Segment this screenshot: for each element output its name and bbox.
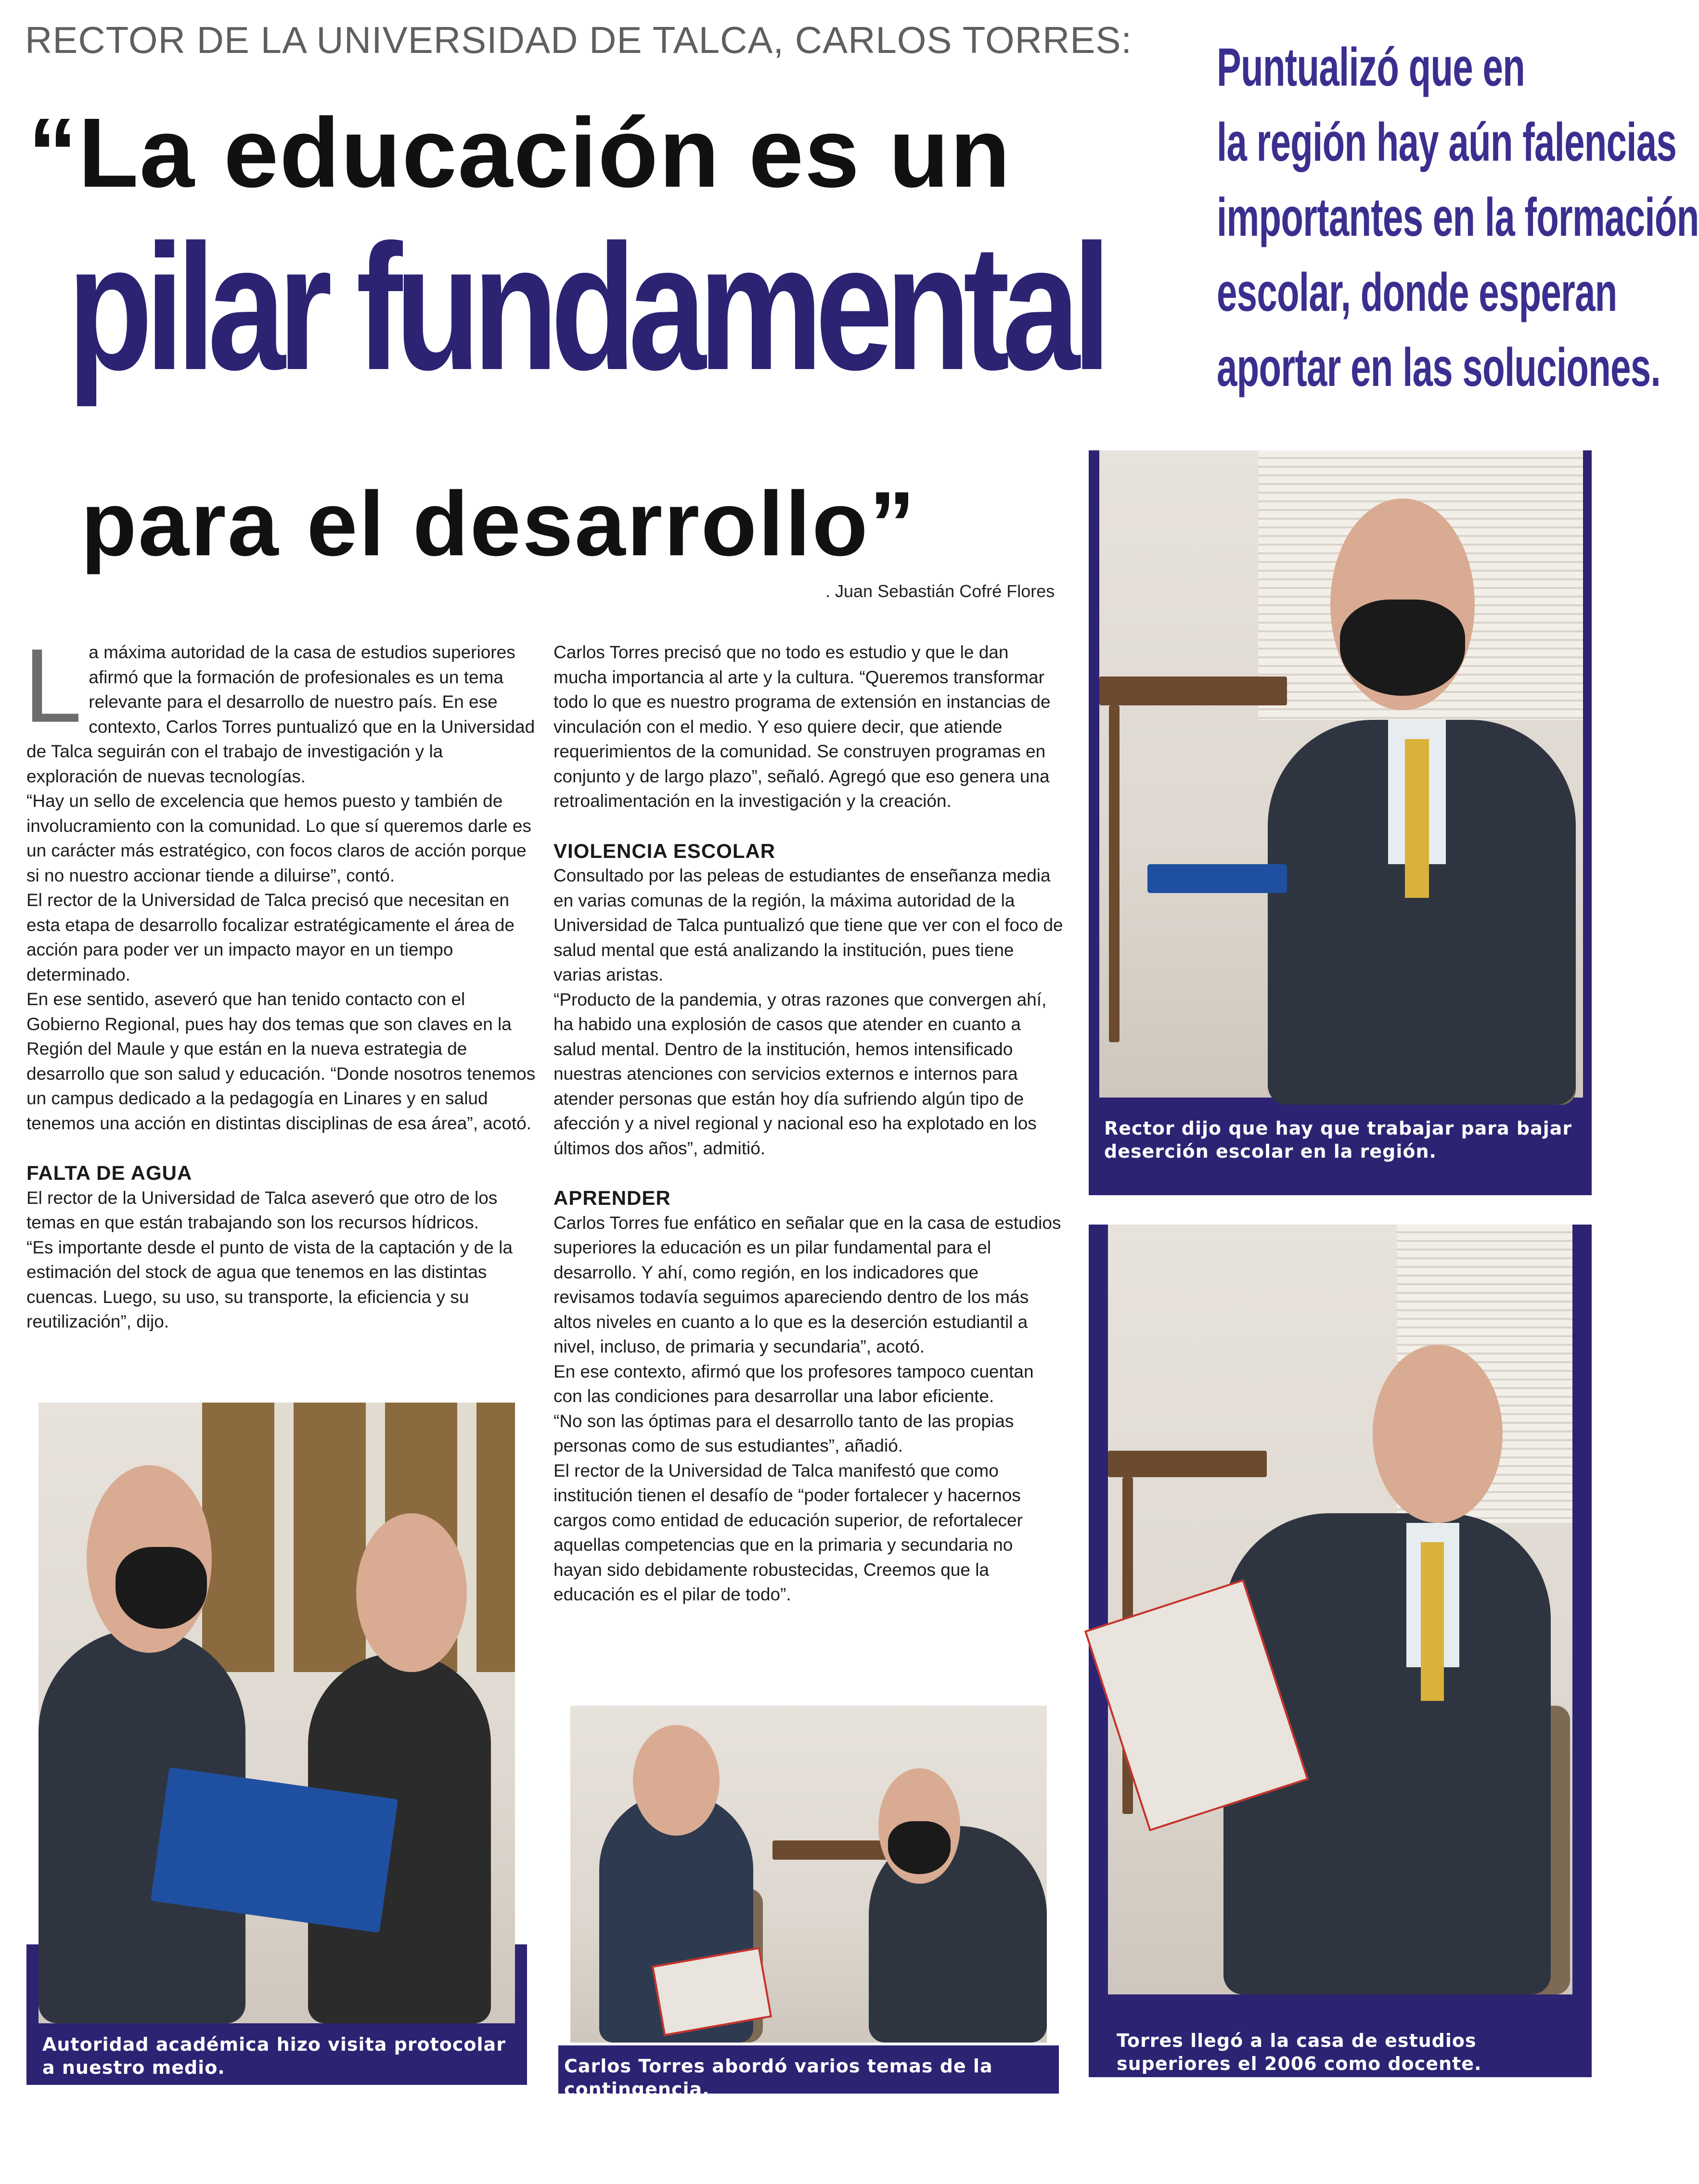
paragraph: En ese sentido, aseveró que han tenido contacto con el Gobierno Regional, pues hay dos temas que son claves en la Región del Maule y que están en la nueva estrategia de desarrollo que son salud y educación. “Donde nosotros tenemos un campus dedicado a la pedagogía en Linares y en salud tenemos una acción en distintas disciplinas de esa área”, acotó.	[26, 989, 536, 1133]
photo-caption: Carlos Torres abordó varios temas de la contingencia.	[564, 2056, 993, 2100]
deck-line: aportar en las soluciones.	[1217, 337, 1660, 397]
section-kicker: RECTOR DE LA UNIVERSIDAD DE TALCA, CARLOS TORRES:	[25, 19, 1133, 61]
photo-caption: Autoridad académica hizo visita protocolar a nuestro medio.	[42, 2034, 506, 2078]
deck-line: Puntualizó que en	[1217, 37, 1525, 97]
drop-cap: L	[24, 627, 82, 744]
photo-rector-newspaper	[1108, 1225, 1572, 1994]
headline-line-3: para el desarrollo”	[81, 473, 917, 575]
photo-visit	[39, 1403, 515, 2023]
photo-caption: Rector dijo que hay que trabajar para bajar deserción escolar en la región.	[1104, 1118, 1572, 1162]
paragraph: a máxima autoridad de la casa de estudios superiores afirmó que la formación de profesionales es un tema relevante para el desarrollo de nuestro país. En ese contexto, Carlos Torres puntualizó que en la Universidad de Talca seguirán con el trabajo de investigación y la exploración de nuevas tecnologías.	[26, 642, 535, 786]
deck-line: importantes en la formación	[1217, 187, 1699, 247]
paragraph: El rector de la Universidad de Talca manifestó que como institución tienen el desafío de “poder fortalecer y hacernos cargos como entidad de educación superior, de refortalecer aquellas competencias que en la primaria y secundaria no hayan sido debidamente robustecidas, Creemos que la educación es el pilar de todo”.	[553, 1460, 1023, 1604]
paragraph: “No son las óptimas para el desarrollo tanto de las propias personas como de sus estudiantes”, añadió.	[553, 1411, 1014, 1456]
paragraph: Carlos Torres precisó que no todo es estudio y que le dan mucha importancia al arte y la cultura. “Queremos transformar todo lo que es nuestro programa de extensión en instancias de vinculación con el medio. Y eso quiere decir, que atiende requerimientos de la comunidad. Se construyen programas en conjunto y de largo plazo”, señaló. Agregó que eso genera una retroalimentación en la investigación y la creación.	[553, 642, 1051, 811]
section-heading-aprender: APRENDER	[553, 1187, 671, 1209]
photo-conversation	[570, 1706, 1047, 2043]
photo-rector-seated-frame	[1089, 450, 1592, 1195]
paragraph: El rector de la Universidad de Talca precisó que necesitan en esta etapa de desarrollo focalizar estratégicamente el área de acción para poder ver un impacto mayor en un tiempo determinado.	[26, 890, 515, 984]
deck-summary	[1217, 30, 1699, 405]
photo-rector-newspaper-frame	[1089, 1225, 1592, 2077]
paragraph: “Producto de la pandemia, y otras razones que convergen ahí, ha habido una explosión de casos que atender en cuanto a salud mental. Dentro de la institución, hemos intensificado nuestras atenciones con servicios externos e internos para atender personas que están hoy día sufriendo algún tipo de afección y a nivel regional y nacional eso ha explotado en los últimos dos años”, admitió.	[553, 989, 1047, 1158]
photo-rector-seated	[1099, 450, 1583, 1098]
paragraph: Consultado por las peleas de estudiantes de enseñanza media en varias comunas de la región, la máxima autoridad de la Universidad de Talca puntualizó que tiene que ver con el foco de salud mental que está analizando la institución, pues tiene varias aristas.	[553, 866, 1063, 984]
paragraph: En ese contexto, afirmó que los profesores tampoco cuentan con las condiciones para desarrollar una labor eficiente.	[553, 1361, 1034, 1406]
headline-line-1: “La educación es un	[28, 98, 1011, 208]
paragraph: Carlos Torres fue enfático en señalar que en la casa de estudios superiores la educación es un pilar fundamental para el desarrollo. Y ahí, como región, en los indicadores que revisamos todavía seguimos apareciendo dentro de los más altos niveles en cuanto a lo que es la deserción estudiantil a nivel, incluso, de primaria y secundaria”, acotó.	[553, 1213, 1061, 1356]
photo-caption: Torres llegó a la casa de estudios superiores el 2006 como docente.	[1117, 2030, 1482, 2074]
deck-line: la región hay aún falencias	[1217, 112, 1677, 172]
article-column-2	[553, 640, 1064, 1607]
byline: . Juan Sebastián Cofré Flores	[825, 581, 1055, 601]
section-heading-falta-de-agua: FALTA DE AGUA	[26, 1162, 193, 1184]
article-column-1	[24, 627, 537, 1334]
paragraph: “Hay un sello de excelencia que hemos puesto y también de involucramiento con la comunidad. Lo que sí queremos darle es un carácter más estratégico, con focos claros de acción porque si no nuestro accionar tiende a diluirse”, contó.	[26, 791, 531, 885]
paragraph: “Es importante desde el punto de vista de la captación y de la estimación del stock de agua que tenemos en las distintas cuencas. Luego, su uso, su transporte, la eficiencia y su reutilización”, dijo.	[26, 1237, 513, 1331]
deck-line: escolar, donde esperan	[1217, 262, 1617, 322]
section-heading-violencia-escolar: VIOLENCIA ESCOLAR	[553, 839, 776, 862]
paragraph: El rector de la Universidad de Talca aseveró que otro de los temas en que están trabajando son los recursos hídricos.	[26, 1188, 498, 1232]
headline-line-2: pilar fundamental	[67, 207, 1104, 407]
